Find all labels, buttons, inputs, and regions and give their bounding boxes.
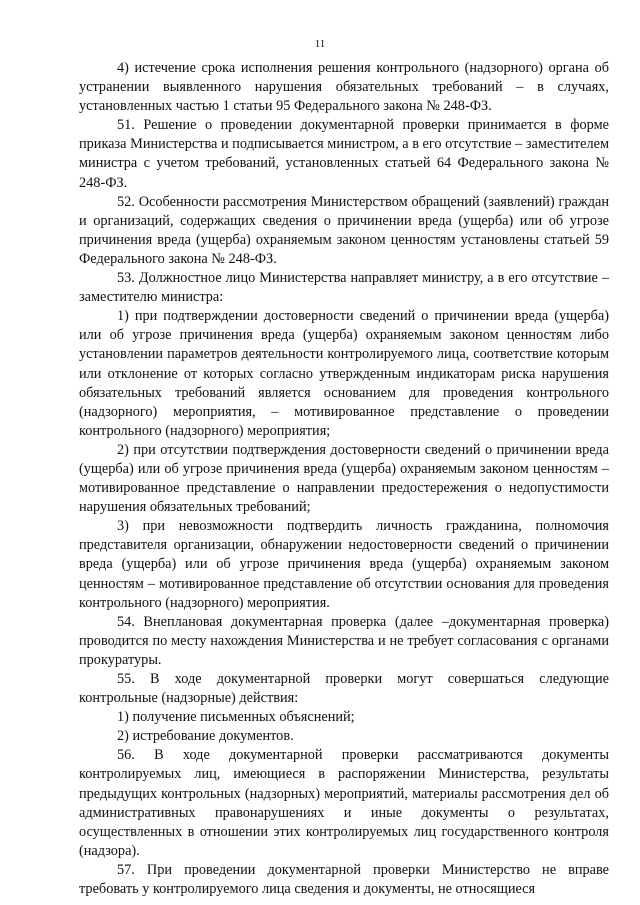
paragraph-55-item-2: 2) истребование документов. [117, 728, 294, 745]
paragraph-51: 51. Решение о проведении документарной проверки принимается в форме приказа Министерства и подписывается министром, а в его отсутствие – заместителем министра с учетом требований, установленных статьей 64 Федерального закона № 248-ФЗ. [79, 117, 609, 191]
document-body [79, 59, 609, 899]
paragraph-55: 55. В ходе документарной проверки могут совершаться следующие контрольные (надзорные) действия: [79, 671, 609, 707]
page-number: 11 [314, 38, 326, 50]
paragraph-55-item-1: 1) получение письменных объяснений; [117, 709, 355, 726]
paragraph-53-item-3: 3) при невозможности подтвердить личность гражданина, полномочия представителя организации, обнаружении недостоверности сведений о причинении вреда (ущерба) или об угрозе причинения вреда (ущерба) охраняемым законом ценностям – мотивированное представление об отсутствии основания для проведения контрольного (надзорного) мероприятия. [79, 518, 609, 611]
paragraph-56: 56. В ходе документарной проверки рассматриваются документы контролируемых лиц, имеющиеся в распоряжении Министерства, результаты предыдущих контрольных (надзорных) мероприятий, материалы рассмотрения дел об административных правонарушениях и иные документы о результатах, осуществленных в отношении этих контролируемых лиц государственного контроля (надзора). [79, 747, 609, 859]
paragraph-54: 54. Внеплановая документарная проверка (далее –документарная проверка) проводится по месту нахождения Министерства и не требует согласования с органами прокуратуры. [79, 613, 609, 668]
paragraph-53-item-2: 2) при отсутствии подтверждения достоверности сведений о причинении вреда (ущерба) или об угрозе причинения вреда (ущерба) охраняемым законом ценностям – мотивированное представление о направлении предостережения о недопустимости нарушения обязательных требований; [79, 441, 609, 516]
paragraph-57: 57. При проведении документарной проверки Министерство не вправе требовать у контролируемого лица сведения и документы, не относящиеся [79, 861, 609, 898]
paragraph-53-item-1: 1) при подтверждении достоверности сведений о причинении вреда (ущерба) или об угрозе причинения вреда (ущерба) охраняемым законом ценностям либо установлении параметров деятельности контролируемого лица, соответствие которым или отклонение от которых согласно утвержденным индикаторам риска нарушения обязательных требований является основанием для проведения контрольного (надзорного) мероприятия, – мотивированное представление о проведении контрольного (надзорного) мероприятия; [79, 308, 609, 439]
paragraph-item-4: 4) истечение срока исполнения решения контрольного (надзорного) органа об устранении выявленного нарушения обязательных требований – в случаях, установленных частью 1 статьи 95 Федерального закона № 248-ФЗ. [79, 60, 609, 115]
paragraph-53: 53. Должностное лицо Министерства направляет министру, а в его отсутствие – заместителю министра: [79, 270, 609, 306]
paragraph-52: 52. Особенности рассмотрения Министерством обращений (заявлений) граждан и организаций, содержащих сведения о причинении вреда (ущерба) или об угрозе причинения вреда (ущерба) охраняемым законом ценностям установлены статьей 59 Федерального закона № 248-ФЗ. [79, 193, 609, 267]
